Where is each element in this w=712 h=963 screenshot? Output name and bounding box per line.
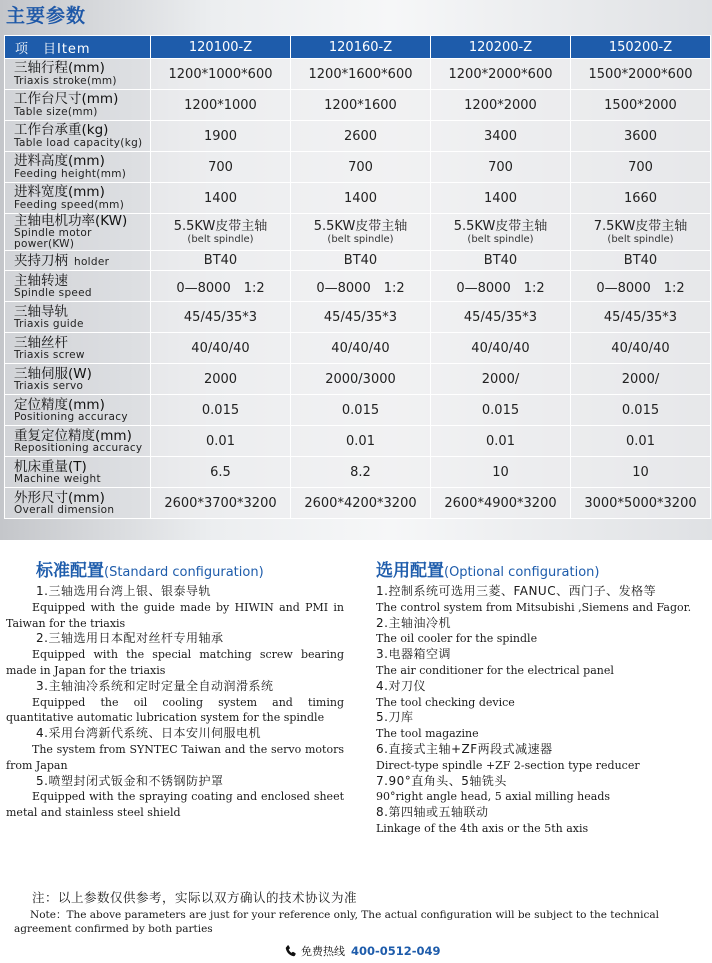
config-item-cn: 5.喷塑封闭式钣金和不锈钢防护罩 — [36, 773, 224, 788]
config-item-cn: 7.90°直角头、5轴铣头 — [376, 773, 507, 788]
table-cell: 0.015 — [151, 395, 291, 426]
config-item-en: The tool checking device — [376, 695, 515, 709]
table-cell: BT40 — [151, 251, 291, 271]
disclaimer-note — [14, 888, 710, 936]
row-label — [5, 152, 151, 183]
cell-value: 7.5KW皮带主轴 — [593, 219, 688, 235]
table-cell: 0—8000 1:2 — [291, 271, 431, 302]
row-label-en: Positioning accuracy — [14, 410, 128, 423]
row-label — [5, 90, 151, 121]
config-item-en: Direct-type spindle +ZF 2-section type reducer — [376, 758, 640, 772]
table-cell: 1200*1000 — [151, 90, 291, 121]
table-cell: 0—8000 1:2 — [151, 271, 291, 302]
cell-value: 5.5KW皮带主轴 — [173, 219, 268, 235]
row-label — [5, 302, 151, 333]
row-label-en: Triaxis stroke(mm) — [14, 74, 117, 87]
table-cell: 10 — [431, 457, 571, 488]
config-item-en: The air conditioner for the electrical panel — [376, 663, 614, 677]
column-header-model: 120100-Z — [151, 36, 291, 59]
row-label-cn: 工作台承重(kg) — [14, 122, 109, 139]
table-row — [5, 251, 711, 271]
table-row — [5, 488, 711, 519]
table-cell — [291, 214, 431, 251]
row-label-cn: 三轴行程(mm) — [14, 60, 105, 77]
table-cell: 2000/ — [571, 364, 711, 395]
page-title: 主要参数 — [6, 5, 87, 27]
disclaimer-note-cn: 注：以上参数仅供参考，实际以双方确认的技术协议为准 — [32, 890, 358, 905]
table-cell — [571, 214, 711, 251]
config-item-cn: 3.主轴油冷系统和定时定量全自动润滑系统 — [36, 678, 274, 693]
table-cell: 1200*1600*600 — [291, 59, 431, 90]
table-cell: 1200*2000*600 — [431, 59, 571, 90]
table-cell: 1900 — [151, 121, 291, 152]
table-cell: 3000*5000*3200 — [571, 488, 711, 519]
table-cell: 40/40/40 — [571, 333, 711, 364]
row-label — [5, 488, 151, 519]
row-label-cn: 工作台尺寸(mm) — [14, 91, 119, 108]
config-item-en: The control system from Mitsubishi ,Siemens and Fagor. — [376, 600, 692, 614]
row-label — [5, 214, 151, 251]
column-header-item: 项 目Item — [5, 36, 151, 59]
hotline — [284, 942, 441, 960]
config-item-cn: 3.电器箱空调 — [376, 647, 451, 662]
config-item-cn: 2.主轴油冷机 — [376, 615, 451, 630]
row-label-en: Feeding speed(mm) — [14, 198, 125, 211]
config-item-en: Equipped with the spraying coating and enclosed sheet metal and stainless steel shield — [6, 790, 344, 820]
table-cell: 700 — [291, 152, 431, 183]
table-row — [5, 90, 711, 121]
table-cell: 3600 — [571, 121, 711, 152]
config-item-en: Equipped with the special matching screw bearing made in Japan for the triaxis — [6, 648, 344, 677]
standard-config-list — [6, 584, 344, 821]
config-item-en: 90°right angle head, 5 axial milling heads — [376, 790, 611, 804]
row-label — [5, 251, 151, 271]
table-cell: 6.5 — [151, 457, 291, 488]
table-cell: 2600*4200*3200 — [291, 488, 431, 519]
table-cell: 45/45/35*3 — [571, 302, 711, 333]
row-label-cn: 夹持刀柄 — [14, 253, 68, 270]
phone-icon — [284, 944, 298, 958]
table-cell: 1400 — [431, 183, 571, 214]
standard-config-title — [36, 556, 264, 581]
parameters-table — [4, 35, 711, 519]
row-label-en: Table load capacity(kg) — [14, 136, 143, 149]
table-cell: 700 — [571, 152, 711, 183]
column-header-model: 150200-Z — [571, 36, 711, 59]
config-item-cn: 1.三轴选用台湾上银、银泰导轨 — [36, 584, 211, 598]
table-row — [5, 152, 711, 183]
config-item-cn: 6.直接式主轴+ZF两段式减速器 — [376, 741, 553, 756]
table-cell: BT40 — [571, 251, 711, 271]
row-label-en: Spindle motor power(KW) — [14, 227, 92, 251]
row-label-cn: 主轴转速 — [14, 272, 68, 289]
row-label-en: Triaxis guide — [14, 317, 84, 330]
table-cell: 2000/ — [431, 364, 571, 395]
table-cell: 700 — [151, 152, 291, 183]
row-label-en: Repositioning accuracy — [14, 441, 143, 454]
row-label-en: Triaxis screw — [14, 348, 85, 361]
row-label — [5, 426, 151, 457]
row-label — [5, 364, 151, 395]
row-label-cn: 外形尺寸(mm) — [14, 489, 105, 506]
row-label-en: Machine weight — [14, 472, 101, 485]
hotline-label: 免费热线 — [301, 945, 345, 958]
row-label-cn: 进料宽度(mm) — [14, 184, 105, 201]
optional-config-title — [376, 556, 599, 581]
table-cell: 3400 — [431, 121, 571, 152]
row-label — [5, 183, 151, 214]
optional-config-list — [376, 584, 710, 837]
row-label-en: Feeding height(mm) — [14, 167, 127, 180]
hotline-number: 400-0512-049 — [351, 944, 441, 958]
optional-config-title-cn: 选用配置 — [376, 561, 444, 581]
row-label-cn: 三轴导轨 — [14, 303, 68, 320]
table-cell: BT40 — [431, 251, 571, 271]
cell-value: 5.5KW皮带主轴 — [313, 219, 408, 235]
config-item-en: Equipped the oil cooling system and timing quantitative automatic lubrication system for the spindle — [6, 695, 344, 725]
config-item-en: Equipped with the guide made by HIWIN and PMI in Taiwan for the triaxis — [6, 600, 344, 630]
table-cell: BT40 — [291, 251, 431, 271]
table-cell: 8.2 — [291, 457, 431, 488]
table-cell — [151, 214, 291, 251]
row-label — [5, 395, 151, 426]
disclaimer-note-en: Note：The above parameters are just for your reference only, The actual configuration will be subject to the technical agreement confirmed by both parties — [14, 909, 659, 935]
row-label-cn: 重复定位精度(mm) — [14, 427, 132, 444]
table-cell: 700 — [431, 152, 571, 183]
config-item-cn: 5.刀库 — [376, 710, 414, 725]
table-cell: 0.01 — [291, 426, 431, 457]
row-label-en: Spindle speed — [14, 286, 92, 299]
table-row — [5, 302, 711, 333]
row-label-cn: 定位精度(mm) — [14, 396, 105, 413]
row-label-en: Table size(mm) — [14, 105, 98, 118]
table-cell: 45/45/35*3 — [151, 302, 291, 333]
column-header-model: 120160-Z — [291, 36, 431, 59]
table-cell: 2600*4900*3200 — [431, 488, 571, 519]
column-header-model: 120200-Z — [431, 36, 571, 59]
table-row — [5, 457, 711, 488]
table-cell: 10 — [571, 457, 711, 488]
table-header-row — [5, 36, 711, 59]
config-item-cn: 1.控制系统可选用三菱、FANUC、西门子、发格等 — [376, 584, 657, 598]
table-row — [5, 59, 711, 90]
table-cell: 0.01 — [571, 426, 711, 457]
row-label-cn: 进料高度(mm) — [14, 153, 105, 170]
row-label-cn: 主轴电机功率(KW) — [14, 213, 128, 229]
cell-subtext: (belt spindle) — [467, 234, 534, 246]
row-label-en: Triaxis servo — [14, 379, 84, 392]
table-cell: 1400 — [151, 183, 291, 214]
table-row — [5, 121, 711, 152]
table-cell: 45/45/35*3 — [291, 302, 431, 333]
config-item-cn: 4.采用台湾新代系统、日本安川伺服电机 — [36, 726, 261, 741]
cell-subtext: (belt spindle) — [327, 234, 394, 246]
row-label-cn: 机床重量(T) — [14, 458, 87, 475]
table-cell: 1200*1600 — [291, 90, 431, 121]
table-cell: 45/45/35*3 — [431, 302, 571, 333]
cell-subtext: (belt spindle) — [187, 234, 254, 246]
table-row — [5, 214, 711, 251]
table-cell: 1660 — [571, 183, 711, 214]
table-cell: 0.015 — [431, 395, 571, 426]
cell-subtext: (belt spindle) — [607, 234, 674, 246]
table-cell: 2600*3700*3200 — [151, 488, 291, 519]
table-row — [5, 364, 711, 395]
table-cell: 0.015 — [571, 395, 711, 426]
table-cell: 1400 — [291, 183, 431, 214]
table-cell: 0—8000 1:2 — [431, 271, 571, 302]
table-row — [5, 426, 711, 457]
row-label-en: holder — [74, 256, 110, 269]
row-label — [5, 271, 151, 302]
table-cell: 40/40/40 — [291, 333, 431, 364]
table-cell: 0.01 — [151, 426, 291, 457]
table-cell: 1500*2000 — [571, 90, 711, 121]
config-item-en: Linkage of the 4th axis or the 5th axis — [376, 821, 589, 835]
table-row — [5, 271, 711, 302]
table-cell — [431, 214, 571, 251]
row-label — [5, 121, 151, 152]
table-cell: 2600 — [291, 121, 431, 152]
table-cell: 2000 — [151, 364, 291, 395]
row-label-en: Overall dimension — [14, 503, 115, 516]
table-cell: 40/40/40 — [431, 333, 571, 364]
row-label-cn: 三轴伺服(W) — [14, 365, 92, 382]
table-row — [5, 183, 711, 214]
table-cell: 1200*2000 — [431, 90, 571, 121]
table-cell: 0.01 — [431, 426, 571, 457]
config-item-en: The oil cooler for the spindle — [376, 632, 538, 646]
table-cell: 0—8000 1:2 — [571, 271, 711, 302]
row-label — [5, 333, 151, 364]
config-item-cn: 8.第四轴或五轴联动 — [376, 805, 489, 820]
row-label — [5, 59, 151, 90]
table-cell: 1500*2000*600 — [571, 59, 711, 90]
table-cell: 1200*1000*600 — [151, 59, 291, 90]
table-row — [5, 395, 711, 426]
standard-config-title-en: (Standard configuration) — [104, 565, 264, 580]
config-item-en: The system from SYNTEC Taiwan and the servo motors from Japan — [6, 742, 344, 772]
standard-config-title-cn: 标准配置 — [36, 561, 104, 581]
optional-config-title-en: (Optional configuration) — [444, 565, 600, 580]
row-label — [5, 457, 151, 488]
config-item-en: The tool magazine — [376, 727, 479, 741]
row-label-cn: 三轴丝杆 — [14, 334, 68, 351]
table-cell: 2000/3000 — [291, 364, 431, 395]
config-item-cn: 4.对刀仪 — [376, 678, 426, 693]
table-cell: 40/40/40 — [151, 333, 291, 364]
cell-value: 5.5KW皮带主轴 — [453, 219, 548, 235]
table-row — [5, 333, 711, 364]
config-item-cn: 2.三轴选用日本配对丝杆专用轴承 — [36, 631, 224, 646]
table-cell: 0.015 — [291, 395, 431, 426]
